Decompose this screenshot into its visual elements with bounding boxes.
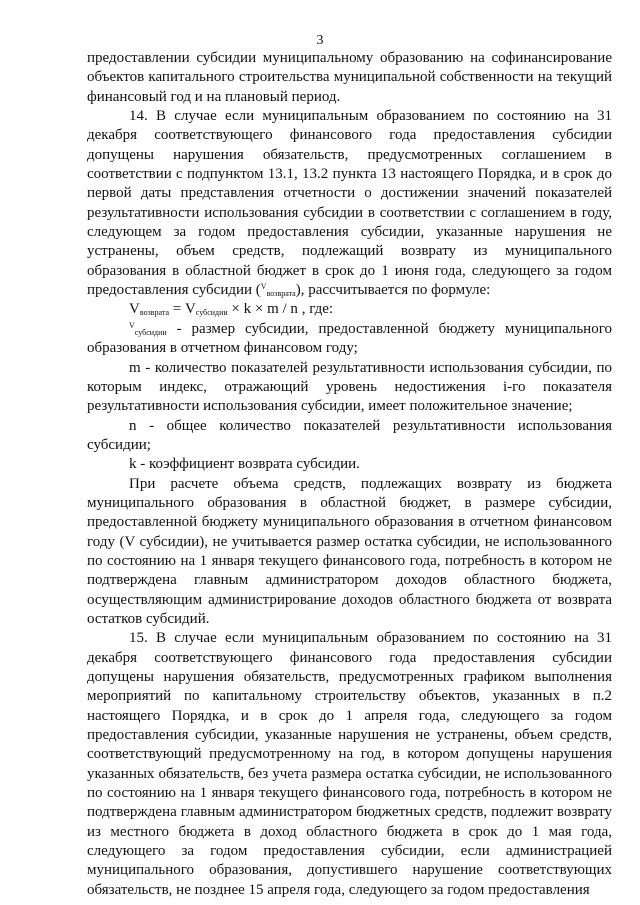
- paragraph-continuation: предоставлении субсидии муниципальному образованию на софинансирование объектов капитального строительства муниципальной собственности на текущий финансовый год и на плановый период.: [87, 50, 612, 105]
- paragraph-14-text: 14. В случае если муниципальным образованием по состоянию на 31 декабря соответствующего финансового года предоставления субсидии допущены нарушения обязательств, предусмотренных соглашением в соответствии с подпунктом 13.1, 13.2 пункта 13 настоящего Порядка, и в срок до первой даты представления отчетности о достижении значений показателей результативности использования субсидии в соответствии с соглашением в году, следующем за годом предоставления субсидии, указанные нарушения не устранены, объем средств, подлежащий возврату из муниципального образования в областной бюджет в срок до 1 июня года, следующего за годом предоставления субсидии (: [87, 108, 612, 299]
- definition-m: m - количество показателей результативности использования субсидии, по которым индекс, отражающий уровень недостижения i-го показателя результативности использования субсидии, имеет положительное значение;: [87, 359, 612, 415]
- document-body: [87, 49, 612, 900]
- paragraph-calculation: При расчете объема средств, подлежащих возврату из бюджета муниципального образования в областной бюджет, в размере субсидии, предоставленной бюджету муниципального образования в отчетном финансовом году (V субсидии), не учитывается размер остатка субсидии, не использованного по состоянию на 1 января текущего финансового года, потребность в котором не подтверждена главным администратором доходов областного бюджета, осуществляющим администрирование доходов областного бюджета от возврата остатков субсидий.: [87, 475, 612, 627]
- paragraph-15: 15. В случае если муниципальным образованием по состоянию на 31 декабря соответствующего финансового года предоставления субсидии допущены нарушения обязательств, предусмотренных графиком выполнения мероприятий по капитальному строительству объектов, указанных в п.2 настоящего Порядка, и в срок до 1 апреля года, следующего за годом предоставления субсидии, указанные нарушения не устранены, объем средств, соответствующий предусмотренному на год, в котором допущены нарушения указанных обязательств, без учета размера остатка субсидии, не использованного по состоянию на 1 января текущего финансового года, потребность в котором не подтверждена главным администратором бюджетных средств, подлежит возврату из местного бюджета в доход областного бюджета в срок до 1 мая года, следующего за годом предоставления субсидии, если администрацией муниципального образования, допустившего нарушение соответствующих обязательств, не позднее 15 апреля года, следующего за годом предоставления: [87, 630, 612, 898]
- definition-v-subsidy: $^V_{субсидии}$ - размер субсидии, предоставленной бюджету муниципального образования в отчетном финансовом году;: [87, 320, 612, 357]
- definition-k: k - коэффициент возврата субсидии.: [129, 456, 360, 473]
- paragraph-14-end: ), рассчитывается по формуле:: [295, 282, 491, 299]
- v-return-symbol: $^V_{возврата}$: [260, 282, 296, 299]
- paragraph-14: [87, 107, 612, 300]
- return-formula: $V_{возврата} = V_{субсидии} \times k \times m / n$ , где:: [129, 301, 334, 318]
- definition-n: n - общее количество показателей результативности использования субсидии;: [87, 417, 612, 453]
- page-number: 3: [316, 33, 324, 48]
